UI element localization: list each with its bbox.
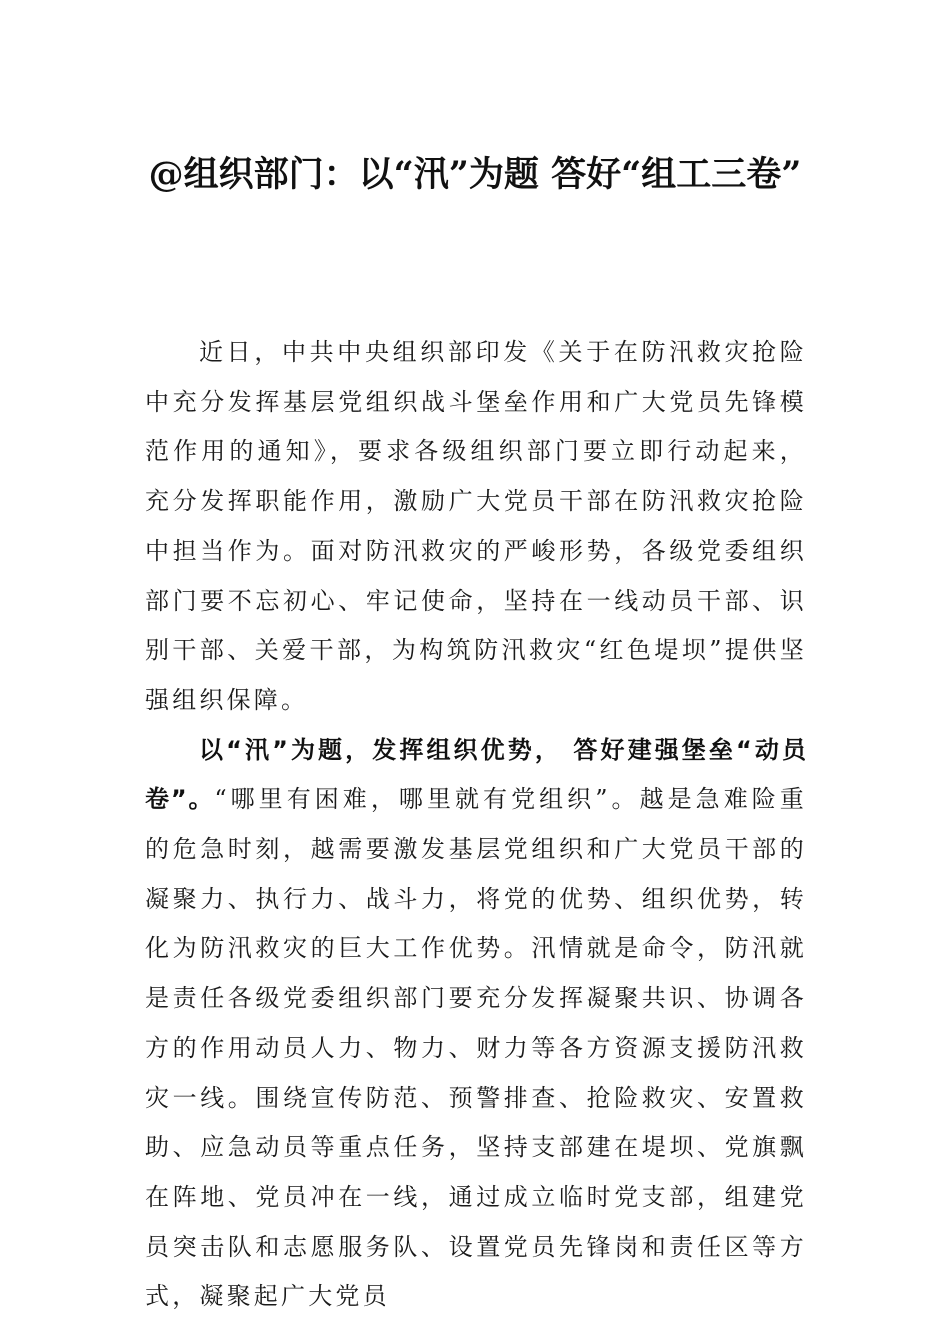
paragraph-mobilization: [145, 726, 807, 1322]
document-title: @组织部门：以“汛”为题 答好“组工三卷”: [148, 154, 802, 195]
paragraph-intro-text: 近日，中共中央组织部印发《关于在防汛救灾抢险中充分发挥基层党组织战斗堡垒作用和广大党员先锋模范作用的通知》，要求各级组织部门要立即行动起来，充分发挥职能作用，激励广大党员干部在防汛救灾抢险中担当作为。面对防汛救灾的严峻形势，各级党委组织部门要不忘初心、牢记使命，坚持在一线动员干部、识别干部、关爱干部，为构筑防汛救灾“红色堤坝”提供坚强组织保障。: [145, 338, 807, 714]
paragraph-mobilization-text: “哪里有困难，哪里就有党组织”。越是急难险重的危急时刻，越需要激发基层党组织和广大党员干部的凝聚力、执行力、战斗力，将党的优势、组织优势，转化为防汛救灾的巨大工作优势。汛情就是命令，防汛就是责任各级党委组织部门要充分发挥凝聚共识、协调各方的作用动员人力、物力、财力等各方资源支援防汛救灾一线。围绕宣传防范、预警排查、抢险救灾、安置救助、应急动员等重点任务，坚持支部建在堤坝、党旗飘在阵地、党员冲在一线，通过成立临时党支部，组建党员突击队和志愿服务队、设置党员先锋岗和责任区等方式，凝聚起广大党员: [145, 785, 807, 1311]
paragraph-intro: [145, 328, 807, 726]
paragraph-mobilization-heading: 以“汛”为题，发挥组织优势， 答好建强堡垒“动员卷”。: [145, 735, 807, 814]
document-body: [145, 328, 807, 1322]
